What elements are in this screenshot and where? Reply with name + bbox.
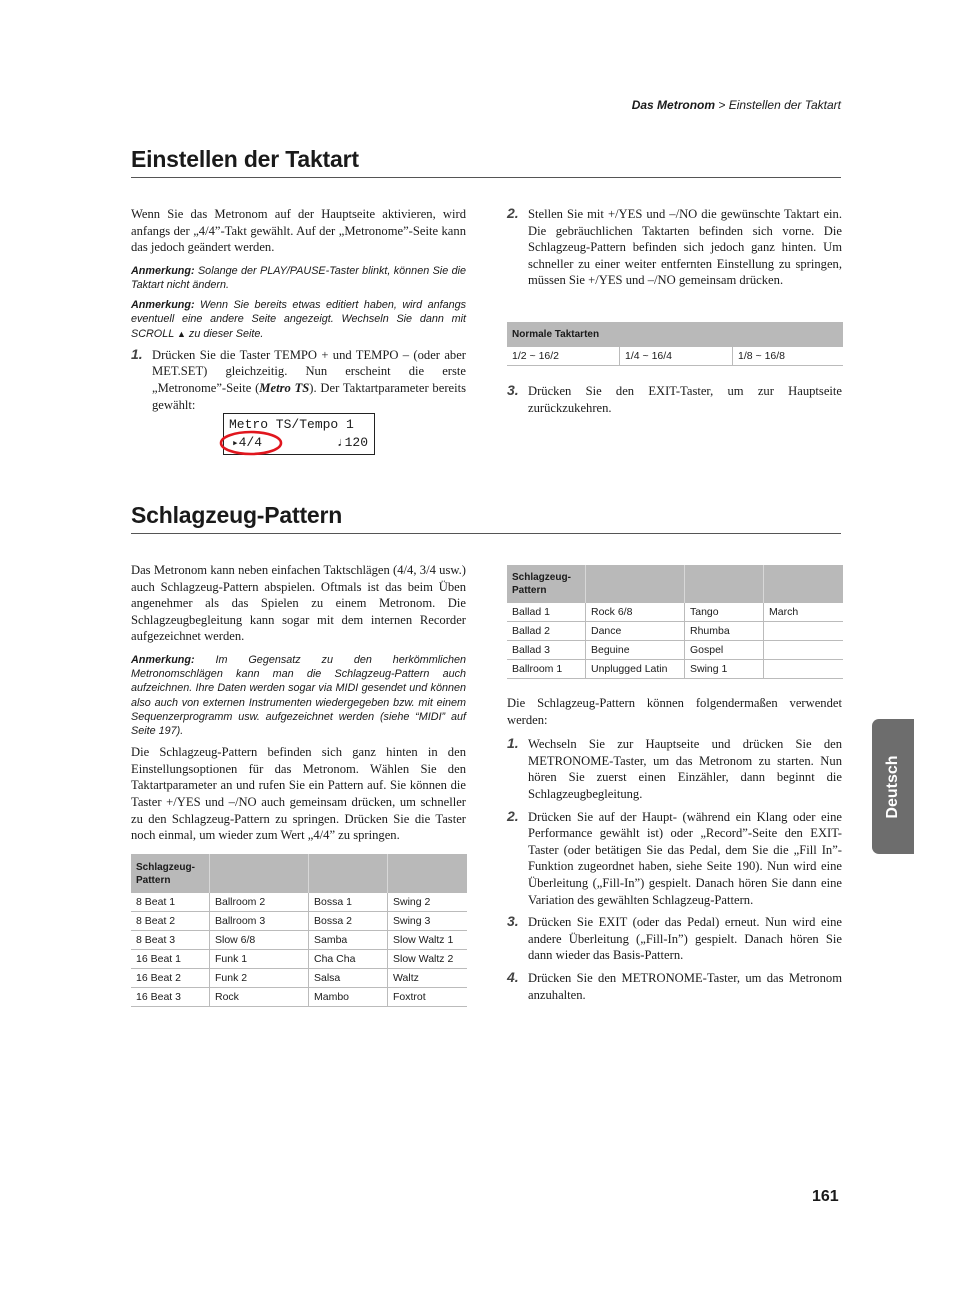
usage-step-1 xyxy=(507,736,842,802)
section1-left-column xyxy=(131,206,466,419)
quarter-note-icon: ♩ xyxy=(336,435,345,450)
section2-intro: Das Metronom kann neben einfachen Taktschlägen (4/4, 3/4 usw.) auch Schlagzeug-Pattern abspielen. Oftmals ist das beim Üben angenehmer als das Spielen zu einem Metronom. Die Schlagzeugbegleitung kann sogar mit dem internen Recorder aufgezeichnet werden. xyxy=(131,563,466,644)
step-number: 2. xyxy=(507,807,519,824)
table-row xyxy=(507,660,843,679)
table-row xyxy=(507,603,843,622)
table-cell: Ballroom 3 xyxy=(210,912,309,931)
table-header-empty xyxy=(685,565,764,603)
section-title-taktart: Einstellen der Taktart xyxy=(131,146,359,172)
table-cell: Unplugged Latin xyxy=(586,660,685,679)
table-cell: 16 Beat 1 xyxy=(131,950,210,969)
step-2 xyxy=(507,206,842,289)
step-text: Stellen Sie mit +/YES und –/NO die gewünschte Taktart ein. Die gebräuchlichen Taktarten befinden sich vorne. Die Schlagzeug-Pattern befinden sich jedoch ganz hinten. Um schneller zu einer weiter entfernten Einstellung zu springen, müssen Sie +/YES und –/NO gemeinsam drücken. xyxy=(528,207,842,288)
table-cell: Bossa 1 xyxy=(309,893,388,912)
note-label: Anmerkung: xyxy=(131,653,195,666)
step-number: 3. xyxy=(507,913,519,930)
lcd-line-1: Metro TS/Tempo 1 xyxy=(229,417,354,432)
table-cell: Swing 2 xyxy=(388,893,468,912)
table-header-empty xyxy=(309,854,388,893)
section-divider xyxy=(131,177,841,178)
table-cell: 8 Beat 1 xyxy=(131,893,210,912)
table-cell: Foxtrot xyxy=(388,988,468,1007)
table-header: Normale Taktarten xyxy=(507,322,843,347)
table-cell: Cha Cha xyxy=(309,950,388,969)
note-play-pause xyxy=(131,264,466,292)
table-cell: 1/4 ~ 16/4 xyxy=(620,347,733,366)
language-tab-label: Deutsch xyxy=(884,754,901,819)
table-row xyxy=(131,893,467,912)
usage-step-3 xyxy=(507,914,842,964)
table-row xyxy=(131,988,467,1007)
lcd-tempo-value: 120 xyxy=(344,435,368,450)
table-cell: 1/2 ~ 16/2 xyxy=(507,347,620,366)
section2-left-column xyxy=(131,562,466,852)
table-cell: Ballad 1 xyxy=(507,603,586,622)
table-cell: Waltz xyxy=(388,969,468,988)
usage-steps xyxy=(507,736,842,1003)
table-header-empty xyxy=(388,854,468,893)
table-cell: 16 Beat 2 xyxy=(131,969,210,988)
table-header-empty xyxy=(764,565,844,603)
table-row xyxy=(131,969,467,988)
step-text: Drücken Sie den EXIT-Taster, um zur Hauptseite zurückzukehren. xyxy=(528,384,842,415)
section1-step3 xyxy=(507,383,842,422)
table-row xyxy=(507,622,843,641)
step-text: Drücken Sie den METRONOME-Taster, um das Metronom anzuhalten. xyxy=(528,970,842,1002)
page-name: Metro TS xyxy=(259,380,310,395)
step-text: ). Der Taktartparameter bereits gewählt: xyxy=(152,380,466,412)
table-cell: Slow Waltz 2 xyxy=(388,950,468,969)
usage-step-4 xyxy=(507,970,842,1003)
note-label: Anmerkung: xyxy=(131,264,195,277)
table-cell xyxy=(764,641,844,660)
table-cell: Slow 6/8 xyxy=(210,931,309,950)
language-tab xyxy=(872,719,914,854)
table-cell: Rock 6/8 xyxy=(586,603,685,622)
section1-right-column xyxy=(507,206,842,295)
table-cell xyxy=(764,660,844,679)
breadcrumb-section: > Einstellen der Taktart xyxy=(715,98,841,112)
lcd-tempo xyxy=(337,434,368,451)
page-number: 161 xyxy=(812,1188,839,1205)
section-title-schlagzeug: Schlagzeug-Pattern xyxy=(131,502,343,528)
step-number: 1. xyxy=(507,735,519,752)
usage-intro: Die Schlagzeug-Pattern können folgendermaßen verwendet werden: xyxy=(507,696,842,727)
lcd-pointer-icon: ▸ xyxy=(232,438,239,450)
step-1 xyxy=(131,347,466,413)
table-cell: Samba xyxy=(309,931,388,950)
usage-step-2 xyxy=(507,809,842,909)
table-row xyxy=(507,641,843,660)
step-number: 2. xyxy=(507,205,519,221)
table-row xyxy=(131,912,467,931)
table-cell: Dance xyxy=(586,622,685,641)
step-3 xyxy=(507,383,842,416)
note-text: Im Gegensatz zu den herkömmlichen Metronomschlägen kann man die Schlagzeug-Pattern auch aufzeichnen. Ihre Daten werden sogar via MIDI gesendet und können also auch von externen Instrumenten wiedergegeben bzw. mit einem Sequenzerprogramm usw. aufgezeichnet werden (siehe “MIDI” auf Seite 197). xyxy=(131,653,466,737)
note-midi xyxy=(131,653,466,738)
lcd-time-signature: 4/4 xyxy=(238,435,263,450)
table-cell: 8 Beat 3 xyxy=(131,931,210,950)
table-cell: Swing 3 xyxy=(388,912,468,931)
table-row xyxy=(131,950,467,969)
note-text: zu dieser Seite. xyxy=(185,327,264,340)
step-number: 3. xyxy=(507,382,519,398)
table-cell: March xyxy=(764,603,844,622)
step-number: 1. xyxy=(131,345,143,362)
section2-para2: Die Schlagzeug-Pattern befinden sich ganz hinten in den Einstellungsoptionen für das Metronom. Wählen Sie den Taktartparameter an und rufen Sie ein Pattern auf. Sie können die Taster +/YES und –/NO auch gemeinsam drücken, um schneller zu den Schlagzeug-Pattern zu springen. Drücken Sie die Taster noch einmal, um wieder zum Wert „4/4” zu springen. xyxy=(131,745,466,843)
table-header-empty xyxy=(586,565,685,603)
table-cell: Funk 2 xyxy=(210,969,309,988)
section-divider xyxy=(131,533,841,534)
normale-taktarten-table xyxy=(507,322,843,366)
table-cell: 1/8 ~ 16/8 xyxy=(733,347,844,366)
step-text: Drücken Sie auf der Haupt- (während ein Klang oder eine Performance gewählt ist) oder „Record”-Seite den EXIT-Taster (oder betätigen Sie das Pedal, dem Sie die „Fill In”-Funktion zugeordnet haben, siehe Seite 190). Nun wird eine Überleitung („Fill-In”) gespielt. Danach hören Sie dann eine Variation des gewählten Schlagzeug-Pattern. xyxy=(528,809,842,907)
table-cell: Mambo xyxy=(309,988,388,1007)
table-cell: Beguine xyxy=(586,641,685,660)
table-cell: 16 Beat 3 xyxy=(131,988,210,1007)
table-cell: Ballroom 2 xyxy=(210,893,309,912)
table-header: Schlagzeug-Pattern xyxy=(131,854,210,893)
table-cell: 8 Beat 2 xyxy=(131,912,210,931)
note-text: Solange der PLAY/PAUSE-Taster blinkt, können Sie die Taktart nicht ändern. xyxy=(131,264,466,291)
table-cell: Slow Waltz 1 xyxy=(388,931,468,950)
table-cell: Gospel xyxy=(685,641,764,660)
note-scroll xyxy=(131,298,466,341)
table-cell: Ballad 3 xyxy=(507,641,586,660)
table-cell: Salsa xyxy=(309,969,388,988)
step-text: Drücken Sie EXIT (oder das Pedal) erneut. Nun wird eine andere Überleitung („Fill-In”) gespielt. Danach hören Sie dann wieder das Basis-Pattern. xyxy=(528,915,842,963)
table-cell: Swing 1 xyxy=(685,660,764,679)
table-cell: Funk 1 xyxy=(210,950,309,969)
highlight-circle xyxy=(217,429,285,457)
table-header: Schlagzeug-Pattern xyxy=(507,565,586,603)
table-cell: Rhumba xyxy=(685,622,764,641)
table-cell: Ballroom 1 xyxy=(507,660,586,679)
table-cell xyxy=(764,622,844,641)
scroll-up-arrow-icon: ▲ xyxy=(177,328,186,339)
table-row xyxy=(507,347,843,366)
section2-right-column xyxy=(507,695,842,1009)
table-header-empty xyxy=(210,854,309,893)
note-text: Wenn Sie bereits etwas editiert haben, wird anfangs eventuell eine andere Seite angezeigt. Wechseln Sie dann mit SCROLL xyxy=(131,299,466,340)
step-text: Drücken Sie die Taster TEMPO + und TEMPO – (oder aber MET.SET) gleichzeitig. Nun erscheint die erste „Metronome”-Seite ( xyxy=(152,347,466,395)
table-row xyxy=(131,931,467,950)
schlagzeug-pattern-table-left xyxy=(131,854,467,1007)
note-label: Anmerkung: xyxy=(131,299,195,312)
table-cell: Bossa 2 xyxy=(309,912,388,931)
breadcrumb xyxy=(632,98,841,112)
section1-intro: Wenn Sie das Metronom auf der Hauptseite aktivieren, wird anfangs der „4/4”-Takt gewählt. Auf der „Metronome”-Seite kann das jedoch geändert werden. xyxy=(131,207,466,255)
step-number: 4. xyxy=(507,968,519,985)
breadcrumb-chapter: Das Metronom xyxy=(631,98,716,112)
schlagzeug-pattern-table-right xyxy=(507,565,843,679)
table-cell: Rock xyxy=(210,988,309,1007)
table-cell: Tango xyxy=(685,603,764,622)
step-text: Wechseln Sie zur Hauptseite und drücken Sie den METRONOME-Taster, um das Metronom zu starten. Nun hören Sie zuerst einen Einzähler, dann beginnt die Schlagzeugbegleitung. xyxy=(528,737,842,801)
table-cell: Ballad 2 xyxy=(507,622,586,641)
